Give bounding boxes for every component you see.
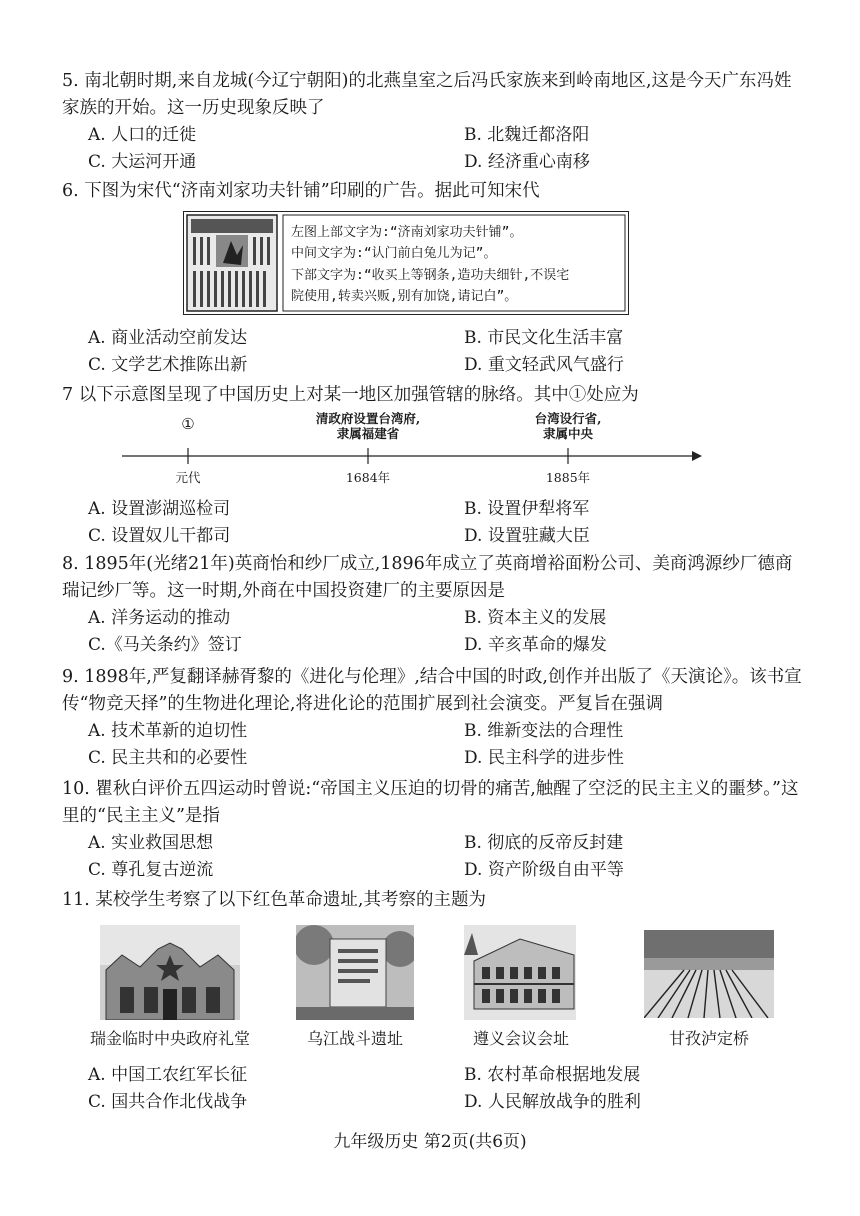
photo-caption: 遵义会议会址 [472, 1029, 569, 1048]
option-b[interactable]: B. 农村革命根据地发展 [464, 1065, 641, 1085]
timeline-year: 1885年 [545, 470, 591, 485]
option-b[interactable]: B. 资本主义的发展 [464, 608, 607, 628]
option-a[interactable]: A. 技术革新的迫切性 [88, 721, 248, 741]
assembly-hall-photo [100, 925, 240, 1020]
woodblock-print-image [187, 215, 277, 311]
option-c[interactable]: C. 文学艺术推陈出新 [88, 355, 248, 375]
option-d[interactable]: D. 经济重心南移 [464, 152, 590, 172]
option-c[interactable]: C. 尊孔复古逆流 [88, 860, 214, 880]
option-c[interactable]: C. 设置奴儿干都司 [88, 526, 231, 546]
question-11 [62, 887, 802, 914]
monument-photo [296, 925, 414, 1020]
option-b[interactable]: B. 设置伊犁将军 [464, 499, 590, 519]
question-stem: 9. 1898年,严复翻译赫胥黎的《进化与伦理》,结合中国的时政,创作并出版了《天演论》。该书宣传“物竞天择”的生物进化理论,将进化论的范围扩展到社会演变。严复旨在强调 [62, 667, 802, 714]
option-c[interactable]: C. 大运河开通 [88, 152, 197, 172]
building-photo [464, 925, 576, 1020]
timeline-event-label: 清政府设置台湾府, [315, 411, 421, 426]
option-b[interactable]: B. 彻底的反帝反封建 [464, 833, 624, 853]
question-7 [62, 382, 802, 409]
question-stem: 7 以下示意图呈现了中国历史上对某一地区加强管辖的脉络。其中①处应为 [62, 385, 639, 405]
question-stem: 8. 1895年(光绪21年)英商怡和纱厂成立,1896年成立了英商增裕面粉公司、美商鸿源纱厂德商瑞记纱厂等。这一时期,外商在中国投资建厂的主要原因是 [62, 554, 793, 601]
option-a[interactable]: A. 洋务运动的推动 [88, 608, 231, 628]
question-stem: 5. 南北朝时期,来自龙城(今辽宁朝阳)的北燕皇室之后冯氏家族来到岭南地区,这是今天广东冯姓家族的开始。这一历史现象反映了 [62, 71, 792, 118]
option-d[interactable]: D. 人民解放战争的胜利 [464, 1092, 641, 1112]
ad-text-line-1: 左图上部文字为:“济南刘家功夫针铺”。 [291, 225, 523, 240]
timeline-year: 元代 [175, 470, 201, 485]
photo-caption: 瑞金临时中央政府礼堂 [89, 1029, 250, 1048]
ad-text-line-3a: 下部文字为:“收买上等钢条,造功夫细针,不误宅 [291, 268, 570, 283]
ad-figure [183, 211, 629, 315]
ad-text-line-2: 中间文字为:“认门前白兔儿为记”。 [291, 246, 497, 261]
photo-caption: 乌江战斗遗址 [306, 1029, 403, 1048]
chain-bridge-photo [644, 930, 774, 1018]
option-b[interactable]: B. 市民文化生活丰富 [464, 328, 624, 348]
option-a[interactable]: A. 人口的迁徙 [88, 125, 197, 145]
question-11-options [62, 1062, 802, 1116]
timeline-event-label: 台湾设行省, [534, 411, 602, 426]
question-stem: 6. 下图为宋代“济南刘家功夫针铺”印刷的广告。据此可知宋代 [62, 181, 540, 201]
timeline-svg [118, 410, 708, 490]
timeline-marker: ① [181, 415, 195, 433]
timeline-event-label: 隶属中央 [542, 426, 594, 441]
photo-caption: 甘孜泸定桥 [668, 1029, 749, 1048]
question-7-options [62, 496, 802, 550]
option-a[interactable]: A. 实业救国思想 [88, 833, 214, 853]
option-a[interactable]: A. 中国工农红军长征 [88, 1065, 248, 1085]
timeline-event-label: 隶属福建省 [336, 426, 400, 441]
page-footer: 九年级历史 第2页(共6页) [333, 1132, 527, 1152]
option-d[interactable]: D. 民主科学的进步性 [464, 748, 624, 768]
question-5 [62, 68, 802, 176]
timeline-arrow-icon [692, 451, 702, 461]
question-6-options [62, 325, 802, 379]
option-d[interactable]: D. 设置驻藏大臣 [464, 526, 590, 546]
option-d[interactable]: D. 辛亥革命的爆发 [464, 635, 607, 655]
ad-figure-art [183, 211, 629, 315]
question-6 [62, 178, 802, 205]
question-9 [62, 664, 802, 772]
option-b[interactable]: B. 北魏迁都洛阳 [464, 125, 590, 145]
timeline-year: 1684年 [345, 470, 391, 485]
ad-text-line-3b: 院使用,转卖兴贩,别有加饶,请记白”。 [291, 289, 518, 304]
option-c[interactable]: C. 国共合作北伐战争 [88, 1092, 248, 1112]
option-c[interactable]: C.《马关条约》签订 [88, 635, 242, 655]
question-10 [62, 776, 802, 884]
timeline-figure [118, 410, 708, 490]
option-a[interactable]: A. 商业活动空前发达 [88, 328, 248, 348]
option-a[interactable]: A. 设置澎湖巡检司 [88, 499, 231, 519]
question-8 [62, 551, 802, 659]
option-c[interactable]: C. 民主共和的必要性 [88, 748, 248, 768]
question-stem: 11. 某校学生考察了以下红色革命遗址,其考察的主题为 [62, 890, 486, 910]
option-d[interactable]: D. 重文轻武风气盛行 [464, 355, 624, 375]
option-b[interactable]: B. 维新变法的合理性 [464, 721, 624, 741]
question-stem: 10. 瞿秋白评价五四运动时曾说:“帝国主义压迫的切骨的痛苦,触醒了空泛的民主主义的噩梦。”这里的“民主主义”是指 [62, 779, 799, 826]
option-d[interactable]: D. 资产阶级自由平等 [464, 860, 624, 880]
